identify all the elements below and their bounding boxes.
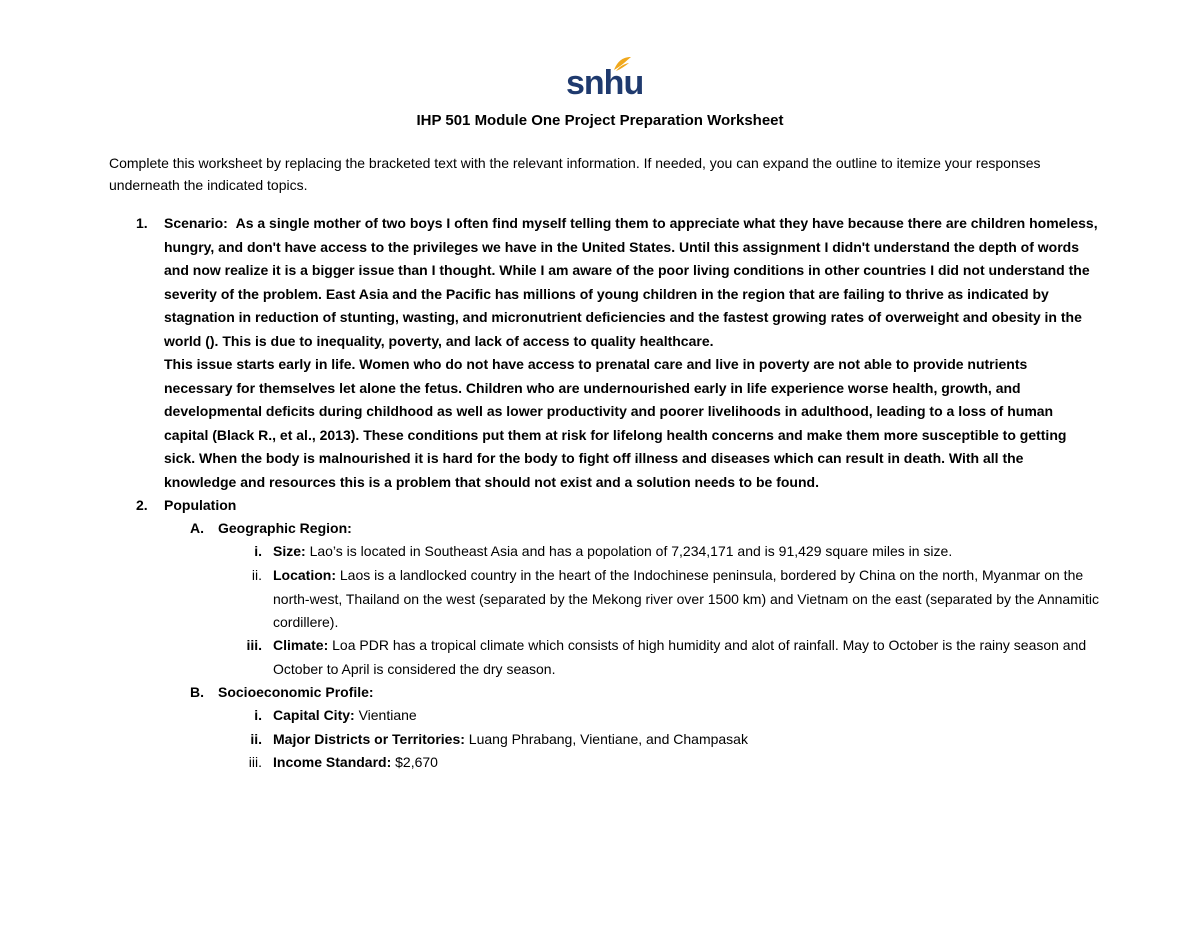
geo-item-size (273, 540, 1099, 564)
geo-item-location (273, 564, 1099, 635)
size-label: Size: (273, 543, 306, 559)
scenario-paragraph-1 (164, 212, 1099, 353)
scenario-block (164, 212, 1099, 494)
scenario-label: Scenario: (164, 215, 228, 231)
districts-label: Major Districts or Territories: (273, 731, 465, 747)
population-heading: Population (164, 497, 237, 513)
socio-item-districts (273, 728, 748, 752)
districts-text: Luang Phrabang, Vientiane, and Champasak (464, 731, 748, 747)
socio-item-income (273, 751, 438, 775)
income-label: Income Standard: (273, 754, 392, 770)
size-text: Lao’s is located in Southeast Asia and has a popolation of 7,234,171 and is 91,429 square miles in size. (305, 543, 953, 559)
location-text: Laos is a landlocked country in the heart of the Indochinese peninsula, bordered by China on the north, Myanmar on the north-west, Thailand on the west (separated by the Mekong river over 1500 km) and Vietnam on the east (separated by the Annamitic cordillere). (273, 567, 1099, 630)
climate-text: Loa PDR has a tropical climate which consists of high humidity and alot of rainfall. May to October is the rainy season and October to April is considered the dry season. (273, 637, 1087, 677)
item-number-1: 1. (136, 215, 148, 231)
socioeconomic-letter: B. (190, 684, 204, 700)
snhu-logo (566, 56, 644, 102)
geo-numeral-2: ii. (251, 567, 262, 583)
socio-numeral-2: ii. (250, 731, 262, 747)
geographic-heading: Geographic Region: (218, 520, 352, 536)
socio-item-capital (273, 704, 417, 728)
capital-label: Capital City: (273, 707, 355, 723)
socioeconomic-heading: Socioeconomic Profile: (218, 684, 374, 700)
item-number-2: 2. (136, 497, 148, 513)
page-title: IHP 501 Module One Project Preparation Worksheet (416, 112, 784, 129)
capital-text: Vientiane (354, 707, 417, 723)
logo-text: snhu (566, 64, 644, 102)
scenario-text-1: As a single mother of two boys I often find myself telling them to appreciate what they have because there are children homeless, hungry, and don't have access to the privileges we have in the United States. Until this assignment I didn't understand the depth of words and now realize it is a bigger issue than I thought. While I am aware of the poor living conditions in other countries I did not understand the severity of the problem. East Asia and the Pacific has millions of young children in the region that are failing to thrive as indicated by stagnation in reduction of stunting, wasting, and micronutrient deficiencies and the fastest growing rates of overweight and obesity in the world (). This is due to inequality, poverty, and lack of access to quality healthcare. (164, 215, 1098, 349)
geo-numeral-3: iii. (246, 637, 262, 653)
socio-numeral-3: iii. (248, 754, 262, 770)
intro-text: Complete this worksheet by replacing the bracketed text with the relevant information. If needed, you can expand the outline to itemize your responses underneath the indicated topics. (109, 155, 1041, 193)
geo-numeral-1: i. (254, 543, 262, 559)
location-label: Location: (273, 567, 336, 583)
geographic-letter: A. (190, 520, 204, 536)
income-text: $2,670 (391, 754, 438, 770)
climate-label: Climate: (273, 637, 329, 653)
geo-item-climate (273, 634, 1099, 681)
socio-numeral-1: i. (254, 707, 262, 723)
scenario-paragraph-2: This issue starts early in life. Women who do not have access to prenatal care and live in poverty are not able to provide nutrients necessary for themselves let alone the fetus. Children who are undernourished early in life experience worse health, growth, and developmental deficits during childhood as well as lower productivity and poorer livelihoods in adulthood, leading to a loss of human capital (Black R., et al., 2013). These conditions put them at risk for lifelong health concerns and make them more susceptible to getting sick. When the body is malnourished it is hard for the body to fight off illness and diseases which can result in death. With all the knowledge and resources this is a problem that should not exist and a solution needs to be found. (164, 356, 1067, 490)
